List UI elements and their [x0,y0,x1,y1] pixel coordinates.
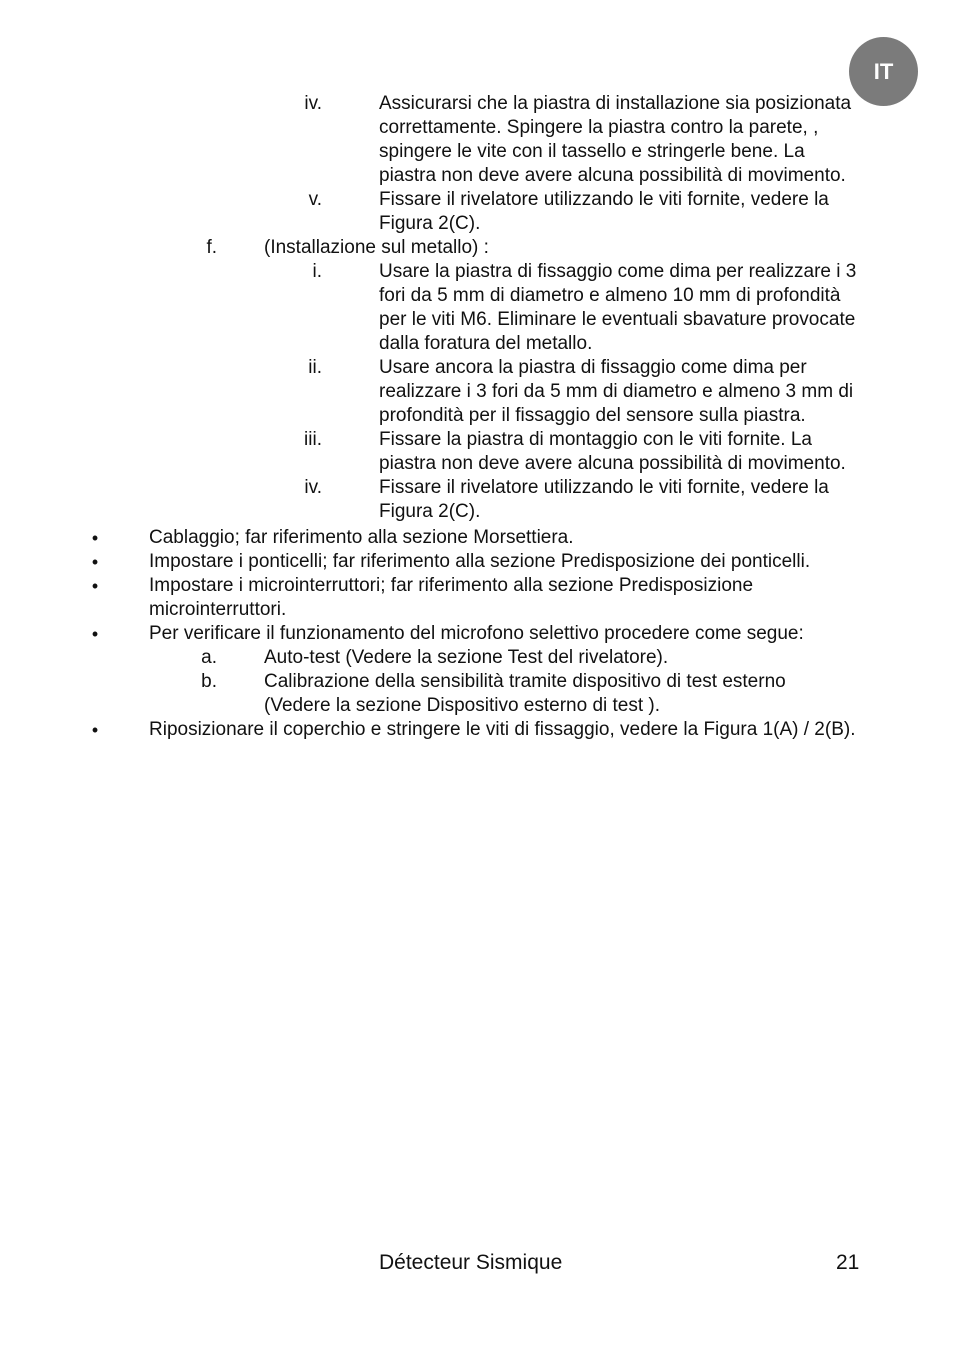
list-item [0,718,954,742]
list-marker: ii. [308,357,322,378]
list-marker: b. [201,671,217,692]
list-item-text: Fissare il rivelatore utilizzando le viti fornite, vedere la Figura 2(C). [379,189,829,234]
list-item-text: Impostare i microinterruttori; far riferimento alla sezione Predisposizione microinterruttori. [149,575,754,620]
bullet-marker: • [91,528,99,548]
bullet-marker: • [91,624,99,644]
list-marker: i. [312,261,322,282]
list-item [0,670,954,718]
list-marker: iii. [304,429,322,450]
list-item-text: Fissare il rivelatore utilizzando le viti fornite, vedere la Figura 2(C). [379,477,829,522]
list-item [0,236,954,260]
list-item [0,526,954,550]
list-item-text: Auto-test (Vedere la sezione Test del rivelatore). [264,647,669,668]
list-item [0,646,954,670]
document-body [0,92,954,742]
list-marker: v. [308,189,322,210]
footer-title: Détecteur Sismique [379,1251,563,1274]
list-item [0,622,954,646]
list-item-text: Usare la piastra di fissaggio come dima per realizzare i 3 fori da 5 mm di diametro e almeno 10 mm di profondità per le viti M6. Eliminare le eventuali sbavature provocate dalla foratura del metallo. [379,261,857,354]
page-number: 21 [836,1251,860,1274]
bullet-marker: • [91,552,99,572]
list-item-text: (Installazione sul metallo) : [264,237,489,258]
list-item-text: Calibrazione della sensibilità tramite dispositivo di test esterno (Vedere la sezione Dispositivo esterno di test ). [264,671,786,716]
list-item-text: Fissare la piastra di montaggio con le viti fornite. La piastra non deve avere alcuna possibilità di movimento. [379,429,846,474]
list-item [0,188,954,236]
list-item-text: Assicurarsi che la piastra di installazione sia posizionata correttamente. Spingere la piastra contro la parete, , spingere le vite con il tassello e stringerle bene. La piastra non deve avere alcuna possibilità di movimento. [379,93,852,186]
bullet-marker: • [91,576,99,596]
list-item [0,428,954,476]
list-item [0,476,954,524]
list-item-text: Cablaggio; far riferimento alla sezione Morsettiera. [149,527,574,548]
list-marker: f. [206,237,217,258]
list-item-text: Per verificare il funzionamento del microfono selettivo procedere come segue: [149,623,804,644]
list-marker: iv. [304,93,322,114]
list-item [0,550,954,574]
bullet-marker: • [91,720,99,740]
list-item-text: Usare ancora la piastra di fissaggio come dima per realizzare i 3 fori da 5 mm di diametro e almeno 3 mm di profondità per il fissaggio del sensore sulla piastra. [379,357,854,426]
list-item [0,260,954,356]
language-badge: IT [849,37,918,106]
list-marker: a. [201,647,217,668]
list-item [0,92,954,188]
list-item-text: Riposizionare il coperchio e stringere le viti di fissaggio, vedere la Figura 1(A) / 2(B). [149,719,856,740]
list-item [0,356,954,428]
list-marker: iv. [304,477,322,498]
list-item-text: Impostare i ponticelli; far riferimento alla sezione Predisposizione dei ponticelli. [149,551,811,572]
list-item [0,574,954,622]
